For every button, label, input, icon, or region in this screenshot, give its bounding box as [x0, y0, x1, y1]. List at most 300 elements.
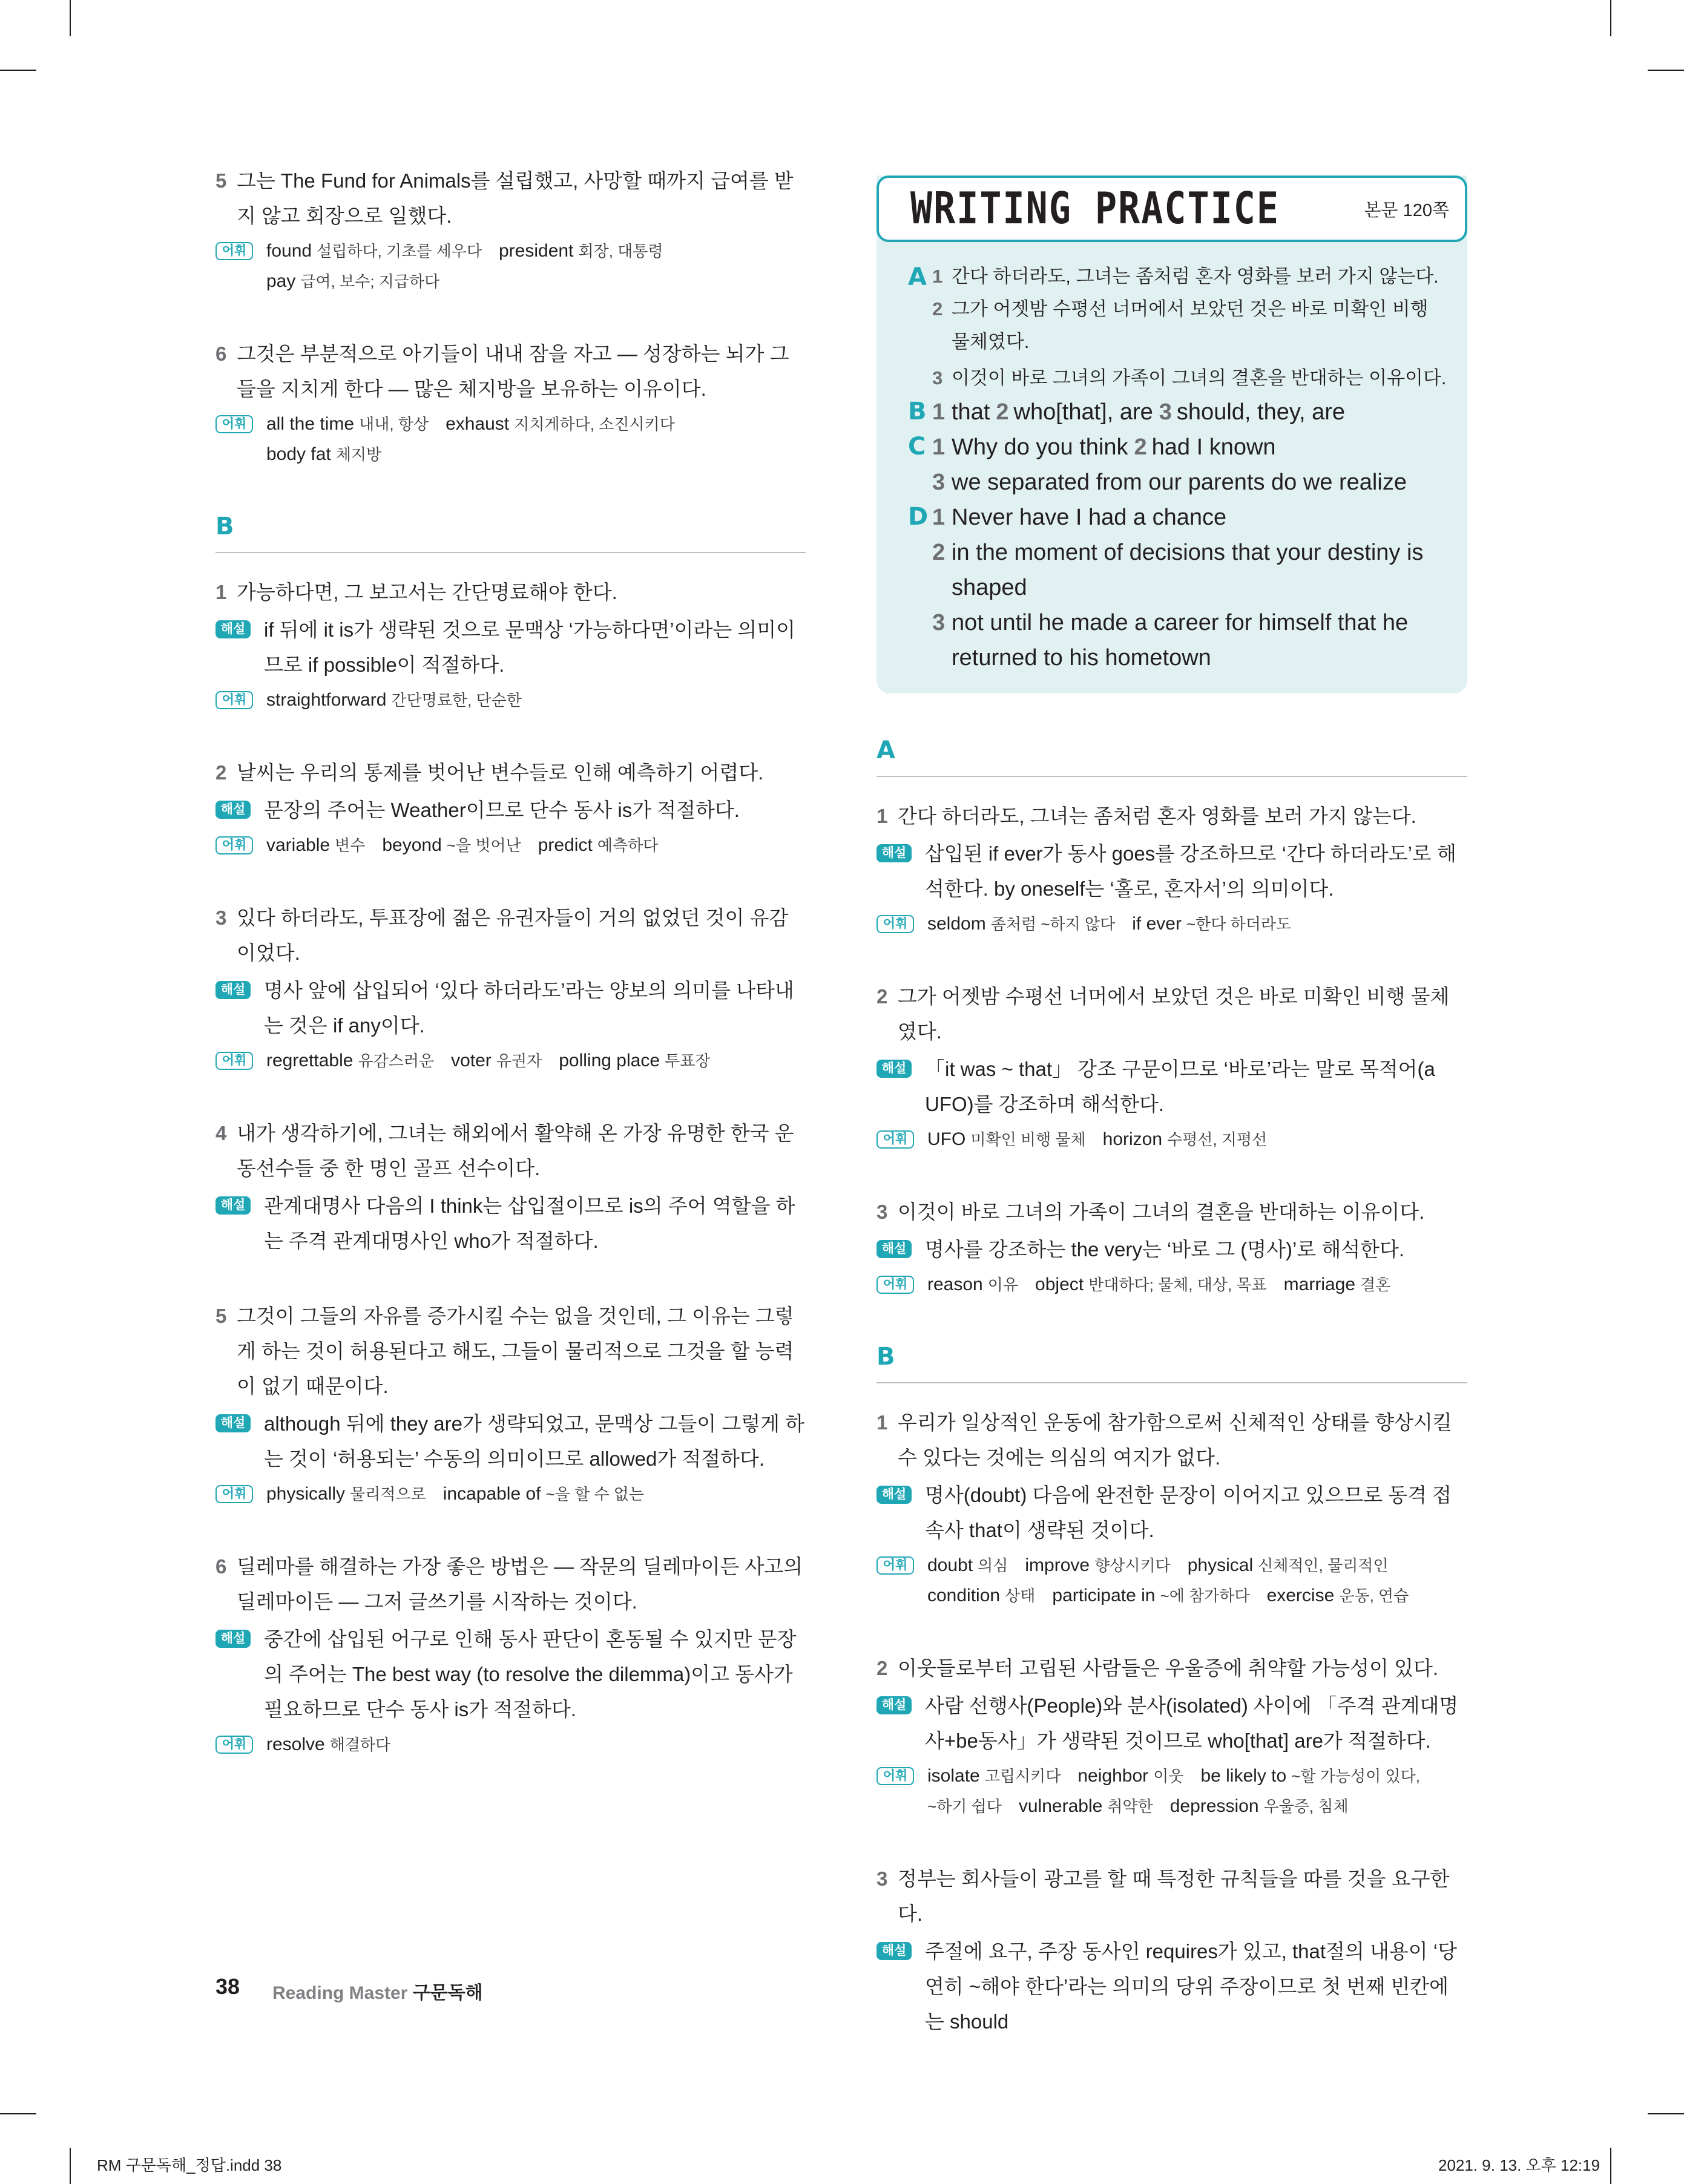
vocab-meaning: 유권자 [496, 1052, 542, 1070]
translation-text: 이웃들로부터 고립된 사람들은 우울증에 취약할 가능성이 있다. [898, 1657, 1439, 1679]
item-number: 2 [877, 1657, 888, 1679]
explanation [877, 1232, 1467, 1267]
vocab-entry [451, 1051, 542, 1071]
answer-text: Why do you think [952, 435, 1128, 460]
vocab-word: all the time [266, 414, 355, 434]
vocab-word: incapable of [442, 1484, 541, 1504]
vocab-entry [1025, 1556, 1170, 1575]
answer-item [215, 575, 806, 715]
explanation [877, 836, 1467, 907]
answer-text: 그가 어젯밤 수평선 너머에서 보았던 것은 바로 미확인 비행 물체였다. [952, 298, 1429, 352]
vocab-line [927, 1270, 1467, 1300]
vocab-word: isolate [927, 1766, 980, 1786]
vocab-badge: 어휘 [877, 1556, 914, 1575]
question [215, 336, 806, 407]
vocabulary [877, 909, 1467, 939]
vocab-meaning: ~할 가능성이 있다, [1291, 1767, 1420, 1785]
wp-line [932, 500, 1449, 535]
answer-text: we separated from our parents do we realize [952, 470, 1407, 495]
vocab-line [266, 439, 806, 470]
writing-practice-title: WRITING PRACTICE [910, 183, 1280, 234]
vocab-word: regrettable [266, 1051, 354, 1071]
writing-practice-group-c [877, 430, 1467, 500]
vocab-word: pay [266, 271, 296, 291]
vocab-entry [266, 1735, 390, 1754]
group-letter: A [908, 263, 927, 291]
vocab-word: vulnerable [1018, 1796, 1103, 1816]
vocab-meaning: 예측하다 [597, 836, 659, 854]
vocab-entry [1170, 1797, 1349, 1816]
vocab-list [266, 1730, 806, 1760]
vocabulary [215, 1046, 806, 1076]
question [215, 755, 806, 790]
answer-text: Never have I had a chance [952, 505, 1227, 530]
vocab-meaning: 우울증, 침체 [1263, 1797, 1349, 1815]
translation-text: 그것이 그들의 자유를 증가시킬 수는 없을 것인데, 그 이유는 그렇게 하는 것이 허용된다고 해도, 그들이 물리적으로 그것을 할 능력이 없기 때문이다. [237, 1305, 794, 1397]
question [215, 1116, 806, 1186]
answer-item [215, 1116, 806, 1259]
item-number: 2 [932, 540, 946, 565]
vocab-entry [1267, 1586, 1409, 1605]
group-letter: B [908, 398, 927, 425]
vocab-meaning: 회장, 대통령 [578, 242, 663, 260]
question [215, 575, 806, 610]
vocab-word: depression [1169, 1796, 1259, 1816]
slug-date-info: 2021. 9. 13. 오후 12:19 [1438, 2156, 1600, 2174]
translation-text: 간다 하더라도, 그녀는 좀처럼 혼자 영화를 보러 가지 않는다. [898, 805, 1416, 827]
wp-line [932, 535, 1449, 605]
page-number: 38 [215, 1974, 240, 1999]
vocab-line [266, 1479, 806, 1509]
vocab-list [927, 1550, 1467, 1611]
answer-item [215, 900, 806, 1076]
question [877, 1405, 1467, 1475]
section-letter: B [215, 510, 806, 553]
answer-text: had I known [1151, 435, 1276, 460]
question [215, 1549, 806, 1619]
vocab-badge: 어휘 [877, 1767, 914, 1785]
vocab-entry [1103, 1130, 1268, 1149]
item-number: 3 [932, 470, 946, 495]
vocabulary [215, 409, 806, 470]
answer-item [877, 1861, 1467, 2039]
item-number: 1 [932, 505, 946, 530]
vocabulary [215, 1730, 806, 1760]
answer-item [215, 1549, 806, 1760]
vocab-word: condition [927, 1586, 1001, 1605]
translation-text: 이것이 바로 그녀의 가족이 그녀의 결혼을 반대하는 이유이다. [898, 1201, 1425, 1223]
explanation [877, 1934, 1467, 2039]
explanation-text: 「it was ~ that」 강조 구문이므로 ‘바로’라는 말로 목적어(a UFO)를 강조하며 해석한다. [925, 1058, 1435, 1115]
question [877, 1861, 1467, 1932]
vocab-list [266, 1479, 806, 1509]
vocab-list [266, 1046, 806, 1076]
vocab-line [266, 830, 806, 861]
answer-text: that [952, 399, 990, 425]
vocab-meaning: ~하기 쉽다 [927, 1797, 1002, 1815]
vocab-list [266, 830, 806, 861]
vocab-word: straightforward [266, 690, 387, 710]
vocab-meaning: 상태 [1005, 1587, 1036, 1605]
answer-text: who[that], are [1013, 399, 1153, 425]
explanation-badge: 해설 [215, 1630, 251, 1648]
vocab-word: found [266, 241, 312, 261]
answer-text: not until he made a career for himself that he returned to his hometown [952, 610, 1409, 671]
item-number: 3 [877, 1201, 888, 1223]
item-number: 2 [996, 399, 1009, 425]
crop-mark [1648, 70, 1684, 71]
explanation-badge: 해설 [215, 620, 251, 638]
vocab-list [266, 685, 806, 715]
vocab-line [266, 1046, 806, 1076]
vocab-line [927, 1581, 1467, 1611]
translation-text: 날씨는 우리의 통제를 벗어난 변수들로 인해 예측하기 어렵다. [237, 761, 764, 784]
slug-file-info: RM 구문독해_정답.indd 38 [97, 2156, 282, 2174]
vocabulary [215, 830, 806, 861]
item-number: 6 [215, 1555, 227, 1578]
vocab-word: physical [1187, 1555, 1254, 1575]
vocab-line [266, 1730, 806, 1760]
vocab-meaning: 이유 [987, 1276, 1019, 1294]
vocab-entry [266, 445, 381, 464]
vocab-line [266, 236, 806, 266]
explanation-badge: 해설 [877, 844, 912, 862]
vocab-list [266, 409, 806, 470]
vocab-meaning: ~을 할 수 없는 [545, 1485, 645, 1503]
item-number: 3 [877, 1868, 888, 1890]
vocab-meaning: 수평선, 지평선 [1167, 1130, 1268, 1149]
wp-line [932, 605, 1449, 675]
vocab-entry [559, 1051, 710, 1071]
vocab-entry [1019, 1797, 1153, 1816]
explanation [215, 1406, 806, 1477]
vocab-meaning: 내내, 항상 [359, 415, 429, 433]
vocab-word: voter [451, 1051, 492, 1071]
translation-text: 딜레마를 해결하는 가장 좋은 방법은 — 작문의 딜레마이든 사고의 딜레마이든 — 그저 글쓰기를 시작하는 것이다. [237, 1555, 803, 1613]
vocab-word: variable [266, 835, 331, 855]
vocab-line [927, 1761, 1467, 1791]
wp-line [932, 430, 1449, 465]
vocab-badge: 어휘 [877, 1130, 914, 1149]
vocab-entry [1284, 1275, 1391, 1294]
item-number: 1 [932, 435, 946, 460]
wp-line [932, 395, 1449, 430]
vocab-meaning: 결혼 [1360, 1276, 1391, 1294]
page-reference: 본문 120쪽 [1364, 200, 1449, 220]
explanation-text: 사람 선행사(People)와 분사(isolated) 사이에 「주격 관계대명사+be동사」가 생략된 것이므로 who[that] are가 적절하다. [925, 1694, 1459, 1752]
item-number: 1 [932, 266, 943, 287]
vocab-meaning: 취약한 [1107, 1797, 1153, 1815]
vocab-entry [266, 690, 522, 710]
vocab-word: doubt [927, 1555, 973, 1575]
vocabulary [877, 1550, 1467, 1611]
section-header [215, 510, 806, 553]
explanation-badge: 해설 [215, 801, 251, 819]
vocab-word: seldom [927, 914, 986, 934]
explanation [215, 1189, 806, 1259]
item-number: 2 [877, 985, 888, 1008]
explanation-text: 관계대명사 다음의 I think는 삽입절이므로 is의 주어 역할을 하는 주격 관계대명사인 who가 적절하다. [264, 1195, 795, 1252]
vocab-word: beyond [382, 835, 442, 855]
vocab-entry [927, 1797, 1002, 1816]
vocab-entry [446, 415, 675, 434]
vocab-meaning: 급여, 보수; 지급하다 [300, 272, 440, 290]
vocab-entry [1200, 1766, 1419, 1786]
explanation-badge: 해설 [877, 1696, 912, 1714]
vocab-word: exercise [1266, 1586, 1335, 1605]
item-number: 1 [877, 1411, 888, 1434]
vocab-word: physically [266, 1484, 346, 1504]
group-letter: C [908, 433, 926, 461]
translation-text: 가능하다면, 그 보고서는 간단명료해야 한다. [237, 581, 617, 603]
explanation-text: although 뒤에 they are가 생략되었고, 문맥상 그들이 그렇게 하는 것이 ‘허용되는’ 수동의 의미이므로 allowed가 적절하다. [264, 1412, 805, 1470]
explanation-text: 삽입된 if ever가 동사 goes를 강조하므로 ‘간다 하더라도’로 해석한다. by oneself는 ‘홀로, 혼자서’의 의미이다. [925, 842, 1456, 900]
explanation [877, 1688, 1467, 1759]
item-number: 2 [932, 298, 943, 320]
question [215, 900, 806, 971]
answer-text: should, they, are [1176, 399, 1346, 425]
translation-text: 정부는 회사들이 광고를 할 때 특정한 규칙들을 따를 것을 요구한다. [898, 1868, 1450, 1925]
left-column [215, 163, 806, 1800]
writing-practice-box [877, 175, 1467, 694]
crop-mark [1610, 0, 1611, 36]
vocab-meaning: 간단명료한, 단순한 [391, 691, 522, 709]
explanation-badge: 해설 [215, 981, 251, 999]
wp-line [932, 260, 1449, 293]
vocab-word: marriage [1283, 1274, 1356, 1294]
vocab-word: improve [1025, 1555, 1090, 1575]
translation-text: 그는 The Fund for Animals를 설립했고, 사망할 때까지 급여를 받지 않고 회장으로 일했다. [237, 169, 794, 227]
vocab-word: resolve [266, 1734, 325, 1754]
explanation-text: 주절에 요구, 주장 동사인 requires가 있고, that절의 내용이 ‘당연히 ~해야 한다’라는 의미의 당위 주장이므로 첫 번째 빈칸에는 should [925, 1940, 1457, 2033]
translation-text: 그것은 부분적으로 아기들이 내내 잠을 자고 — 성장하는 뇌가 그들을 지치게 한다 — 많은 체지방을 보유하는 이유이다. [237, 343, 789, 400]
item-number: 5 [215, 169, 227, 192]
section-header [877, 1340, 1467, 1383]
vocab-line [266, 409, 806, 439]
vocab-entry [443, 1484, 644, 1504]
vocab-line [927, 1791, 1467, 1822]
vocabulary [215, 685, 806, 715]
vocab-meaning: 향상시키다 [1094, 1556, 1171, 1575]
vocab-badge: 어휘 [215, 415, 253, 433]
crop-mark [70, 2148, 71, 2184]
translation-text: 있다 하더라도, 투표장에 젊은 유권자들이 거의 없었던 것이 유감이었다. [237, 907, 789, 964]
vocabulary [215, 1479, 806, 1509]
question [215, 163, 806, 234]
crop-mark [0, 2113, 36, 2114]
vocab-list [927, 1124, 1467, 1155]
explanation-text: 문장의 주어는 Weather이므로 단수 동사 is가 적절하다. [264, 799, 740, 821]
writing-practice-header [877, 175, 1467, 242]
vocab-entry [1132, 914, 1291, 934]
vocab-entry [266, 1484, 426, 1504]
vocab-entry [499, 241, 663, 261]
question [877, 1651, 1467, 1686]
explanation-badge: 해설 [877, 1240, 912, 1258]
item-number: 1 [215, 581, 227, 603]
vocab-list [266, 236, 806, 297]
vocabulary [877, 1761, 1467, 1822]
vocab-word: participate in [1052, 1586, 1156, 1605]
crop-mark [1648, 2113, 1684, 2114]
answer-item [877, 979, 1467, 1155]
vocab-entry [1052, 1586, 1249, 1605]
explanation [215, 793, 806, 828]
book-title-ko: 구문독해 [412, 1983, 483, 2003]
vocab-badge: 어휘 [215, 1736, 253, 1754]
section-letter: A [877, 733, 1467, 777]
vocab-badge: 어휘 [215, 836, 253, 854]
vocab-meaning: ~에 참가하다 [1160, 1587, 1250, 1605]
vocab-meaning: 설립하다, 기초를 세우다 [317, 242, 482, 260]
writing-practice-group-d [877, 500, 1467, 675]
answer-item [877, 799, 1467, 939]
writing-practice-group-b [877, 395, 1467, 430]
vocab-meaning: ~을 벗어난 [446, 836, 521, 854]
vocab-badge: 어휘 [215, 242, 253, 260]
writing-practice-group-a [877, 260, 1467, 395]
vocabulary [215, 236, 806, 297]
vocab-entry [1035, 1275, 1267, 1294]
explanation-badge: 해설 [215, 1414, 251, 1432]
vocab-entry [1077, 1766, 1183, 1786]
vocab-word: exhaust [446, 414, 510, 434]
book-title-en: Reading Master [272, 1983, 408, 2003]
vocab-meaning: 좀처럼 ~하지 않다 [990, 915, 1116, 933]
vocab-line [927, 909, 1467, 939]
section-letter: B [877, 1340, 1467, 1383]
answer-item [215, 163, 806, 297]
vocab-meaning: 고립시키다 [984, 1767, 1061, 1785]
vocab-meaning: 지치게하다, 소진시키다 [514, 415, 675, 433]
explanation [215, 973, 806, 1043]
question [877, 979, 1467, 1049]
explanation-text: if 뒤에 it is가 생략된 것으로 문맥상 ‘가능하다면’이라는 의미이므로 if possible이 적절하다. [264, 618, 796, 676]
answer-text: in the moment of decisions that your destiny is shaped [952, 540, 1424, 600]
explanation-badge: 해설 [877, 1486, 912, 1504]
item-number: 3 [932, 367, 943, 389]
answer-item [215, 1299, 806, 1509]
vocab-word: object [1035, 1274, 1084, 1294]
item-number: 1 [932, 399, 946, 425]
vocab-entry [382, 836, 521, 855]
wp-line [932, 362, 1449, 395]
explanation [215, 612, 806, 683]
explanation-text: 명사 앞에 삽입되어 ‘있다 하더라도’라는 양보의 의미를 나타내는 것은 if any이다. [264, 979, 794, 1037]
vocab-meaning: 물리적으로 [350, 1485, 426, 1503]
vocab-word: reason [927, 1274, 983, 1294]
crop-mark [1610, 2148, 1611, 2184]
vocab-word: be likely to [1200, 1766, 1287, 1786]
explanation-text: 명사(doubt) 다음에 완전한 문장이 이어지고 있으므로 동격 접속사 that이 생략된 것이다. [925, 1484, 1452, 1541]
vocab-entry [927, 1275, 1018, 1294]
explanation [215, 1622, 806, 1727]
question [877, 799, 1467, 834]
vocab-entry [927, 1556, 1008, 1575]
explanation-text: 명사를 강조하는 the very는 ‘바로 그 (명사)’로 해석한다. [925, 1238, 1405, 1261]
vocab-line [266, 685, 806, 715]
vocab-list [927, 1761, 1467, 1822]
vocab-entry [266, 1051, 434, 1071]
vocab-entry [1188, 1556, 1389, 1575]
vocab-badge: 어휘 [215, 1485, 253, 1503]
explanation-badge: 해설 [877, 1060, 912, 1078]
item-number: 2 [215, 761, 227, 784]
vocab-meaning: ~한다 하더라도 [1186, 915, 1292, 933]
vocab-entry [266, 415, 429, 434]
answer-item [877, 1651, 1467, 1822]
vocab-word: if ever [1132, 914, 1182, 934]
vocab-badge: 어휘 [215, 1052, 253, 1070]
vocab-entry [927, 914, 1115, 934]
vocab-meaning: 운동, 연습 [1339, 1587, 1409, 1605]
translation-text: 그가 어젯밤 수평선 너머에서 보았던 것은 바로 미확인 비행 물체였다. [898, 985, 1450, 1043]
vocab-entry [927, 1766, 1061, 1786]
question [215, 1299, 806, 1404]
item-number: 5 [215, 1305, 227, 1327]
vocab-list [927, 1270, 1467, 1300]
translation-text: 우리가 일상적인 운동에 참가함으로써 신체적인 상태를 향상시킬 수 있다는 것에는 의심의 여지가 없다. [898, 1411, 1452, 1469]
vocab-line [266, 266, 806, 297]
wp-line [932, 465, 1449, 500]
vocab-word: horizon [1102, 1129, 1163, 1149]
item-number: 6 [215, 343, 227, 365]
right-column [877, 175, 1467, 2079]
vocab-word: president [498, 241, 574, 261]
item-number: 2 [1134, 435, 1147, 460]
vocab-entry [266, 836, 365, 855]
item-number: 3 [1159, 399, 1172, 425]
explanation [877, 1052, 1467, 1122]
vocab-badge: 어휘 [877, 915, 914, 933]
vocab-word: predict [538, 835, 593, 855]
section-header [877, 733, 1467, 777]
vocab-badge: 어휘 [877, 1276, 914, 1294]
vocab-entry [538, 836, 659, 855]
vocab-meaning: 유감스러운 [358, 1052, 435, 1070]
explanation-text: 중간에 삽입된 어구로 인해 동사 판단이 혼동될 수 있지만 문장의 주어는 The best way (to resolve the dilemma)이고 동사가 필요하므로 단수 동사 is가 적절하다. [264, 1628, 797, 1720]
vocab-entry [927, 1130, 1086, 1149]
vocab-meaning: 이웃 [1153, 1767, 1184, 1785]
answer-item [877, 1405, 1467, 1611]
vocab-line [927, 1124, 1467, 1155]
vocab-entry [927, 1586, 1035, 1605]
answer-item [215, 755, 806, 861]
item-number: 3 [932, 610, 946, 635]
vocab-line [927, 1550, 1467, 1581]
vocab-meaning: 신체적인, 물리적인 [1258, 1556, 1389, 1575]
vocab-entry [266, 272, 439, 291]
answer-text: 간다 하더라도, 그녀는 좀처럼 혼자 영화를 보러 가지 않는다. [952, 266, 1439, 287]
crop-mark [70, 0, 71, 36]
explanation [877, 1478, 1467, 1548]
vocabulary [877, 1124, 1467, 1155]
book-title [272, 1978, 483, 2004]
answer-item [877, 1195, 1467, 1300]
item-number: 3 [215, 907, 227, 929]
vocab-meaning: 체지방 [335, 445, 382, 464]
vocab-meaning: 미확인 비행 물체 [970, 1130, 1086, 1149]
item-number: 4 [215, 1122, 227, 1144]
vocab-meaning: 투표장 [665, 1052, 711, 1070]
vocab-word: body fat [266, 444, 331, 464]
answer-item [215, 336, 806, 470]
answer-text: 이것이 바로 그녀의 가족이 그녀의 결혼을 반대하는 이유이다. [952, 367, 1447, 389]
vocab-word: UFO [927, 1129, 966, 1149]
explanation-badge: 해설 [877, 1942, 912, 1960]
vocabulary [877, 1270, 1467, 1300]
item-number: 1 [877, 805, 888, 827]
